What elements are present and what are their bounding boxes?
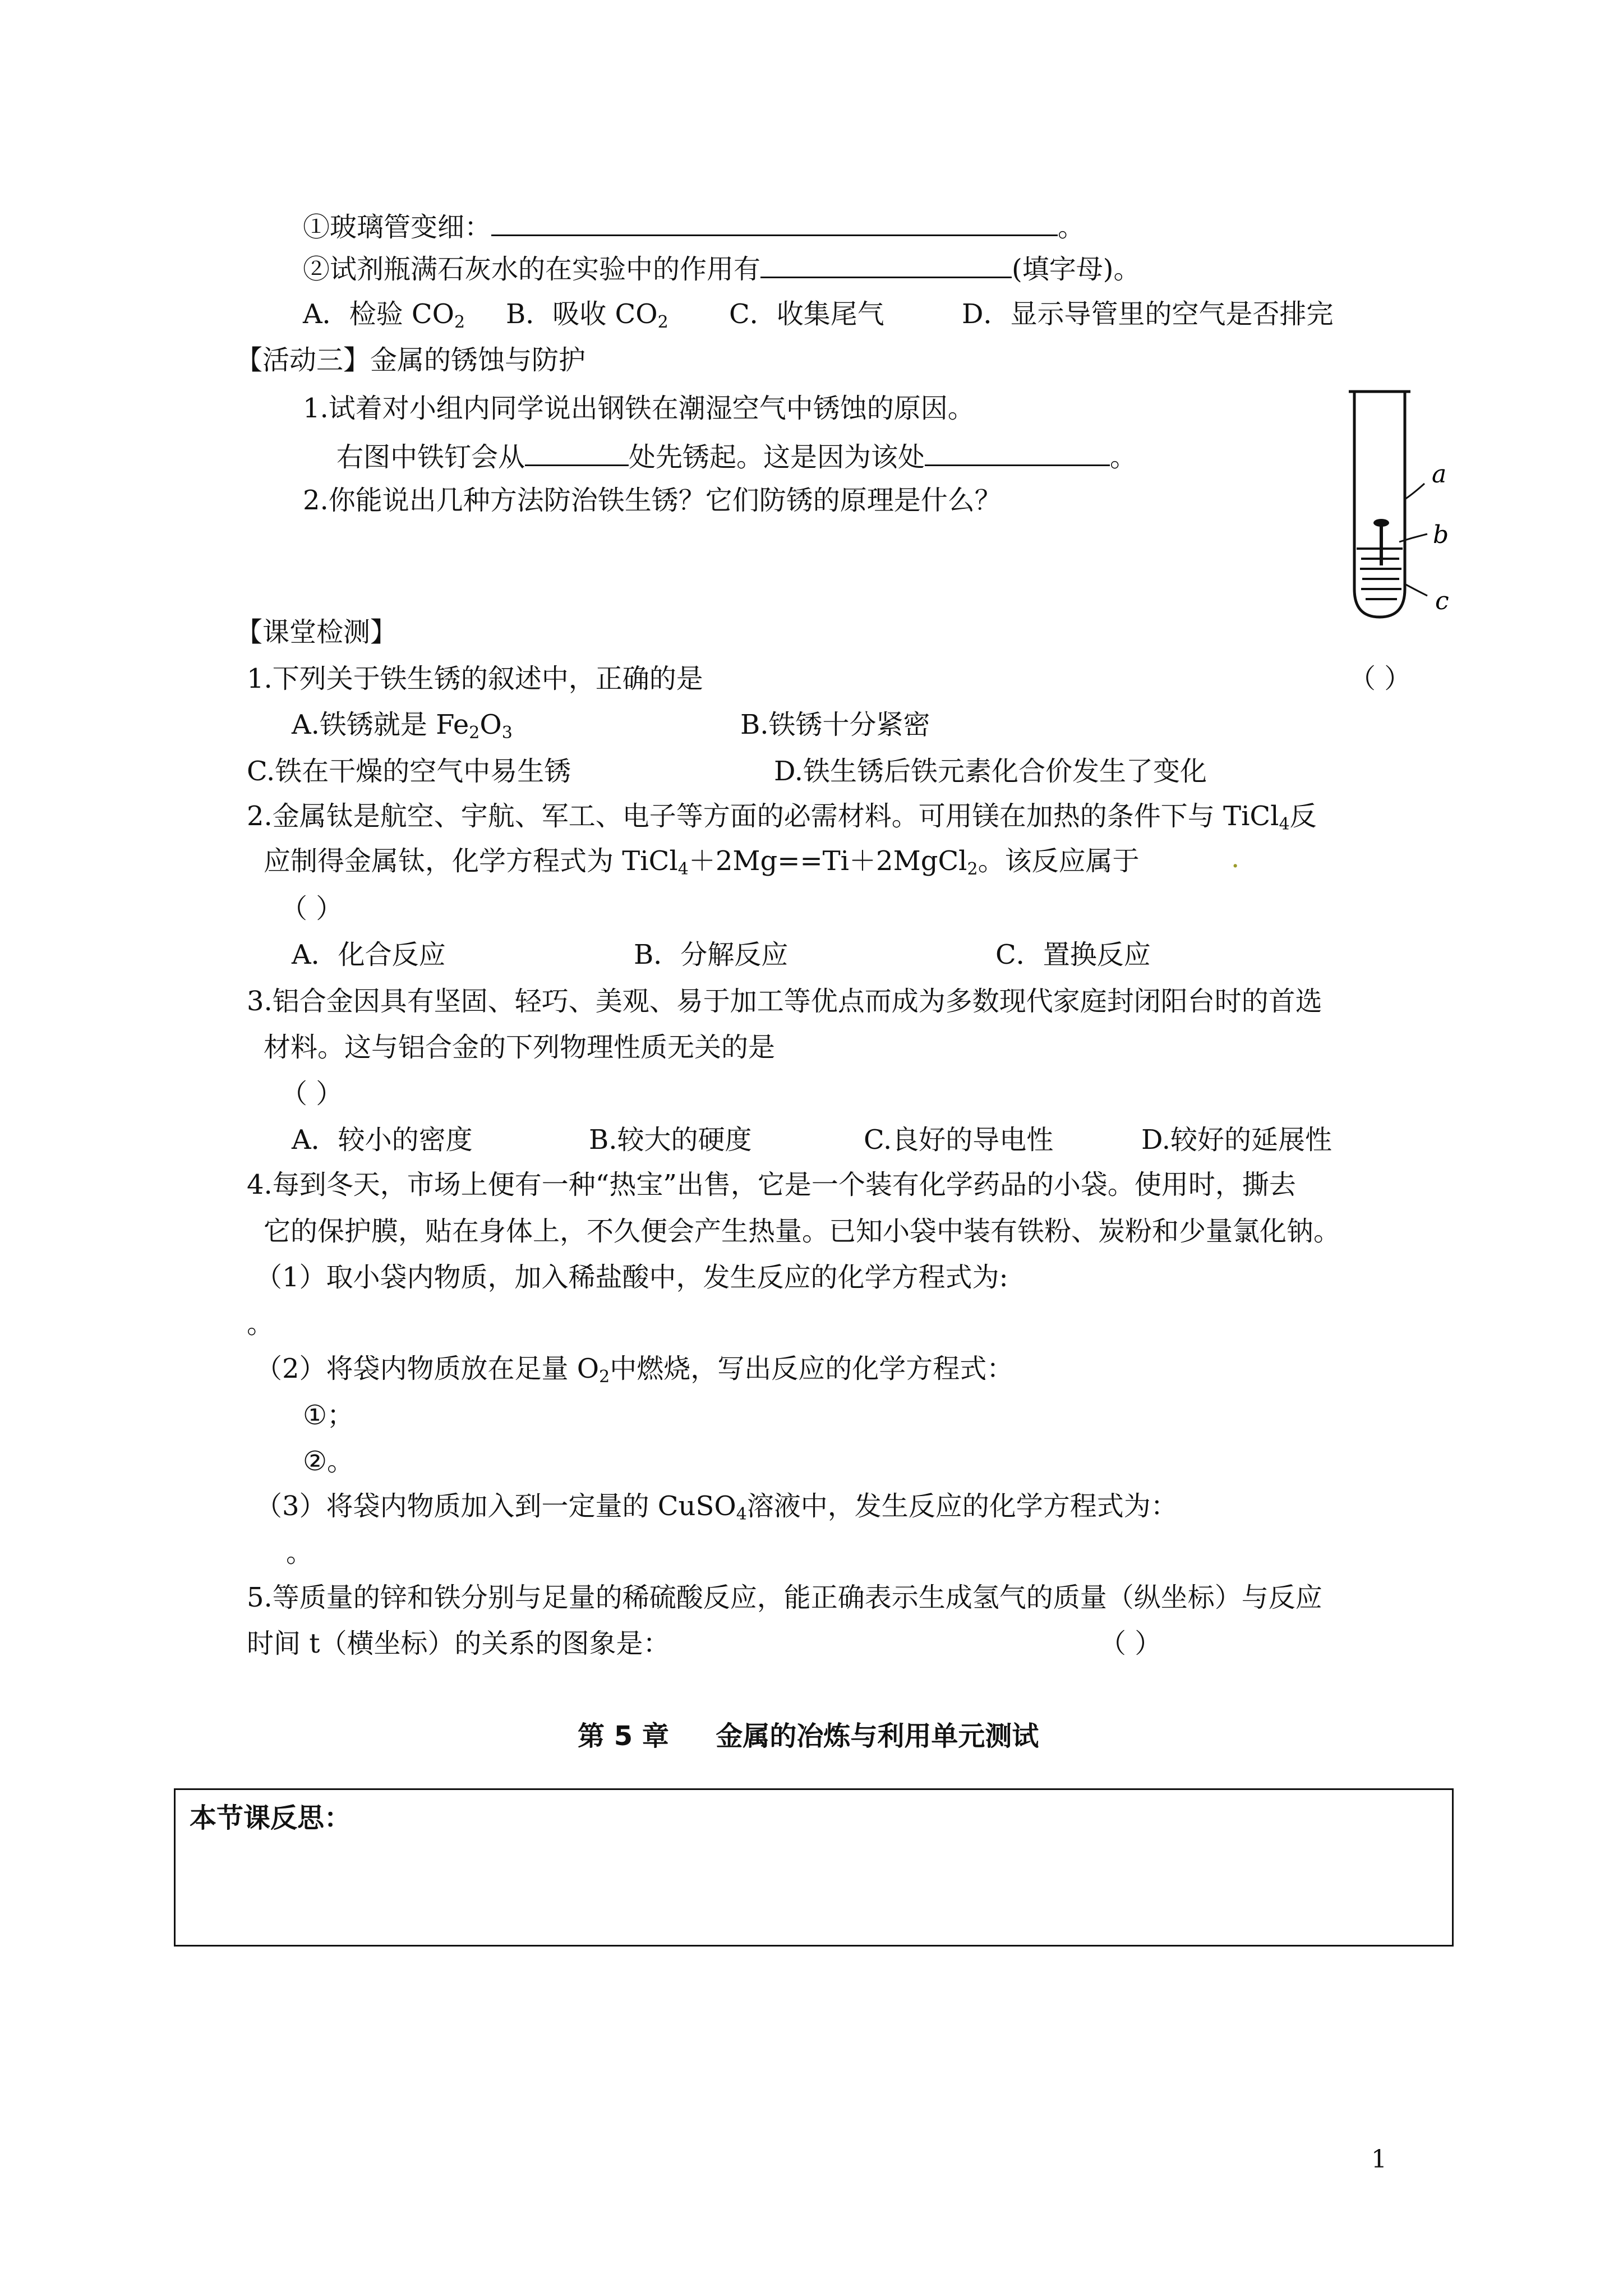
q4-part2-eq2: ②。 — [303, 1446, 354, 1477]
reflection-box[interactable] — [174, 1788, 1454, 1947]
option-b: B．吸收 $CO_2$ — [506, 298, 668, 332]
q2-option-c: C．置换反应 — [995, 939, 1151, 970]
q1-answer-paren[interactable]: （ ） — [1349, 663, 1412, 694]
q3-option-d: D.较好的延展性 — [1141, 1124, 1332, 1156]
label-c: c — [1435, 587, 1449, 615]
answer-blank[interactable] — [760, 250, 1012, 278]
activity3-q2: 2.你能说出几种方法防治铁生锈？它们防锈的原理是什么？ — [303, 485, 1002, 516]
q4-part1: （1）取小袋内物质，加入稀盐酸中，发生反应的化学方程式为: — [255, 1262, 1008, 1293]
answer-blank[interactable] — [925, 438, 1110, 466]
test-tube-outline — [1354, 392, 1405, 617]
answer-blank[interactable] — [525, 438, 629, 466]
tube-item-2-suffix: (填字母)。 — [1012, 254, 1141, 285]
q4-part1-end: 。 — [247, 1308, 274, 1340]
q3-line1: 3.铝合金因具有坚固、轻巧、美观、易于加工等优点而成为多数现代家庭封闭阳台时的首选 — [247, 986, 1322, 1017]
q1-option-a: A.铁锈就是 $Fe_2O_3$ — [292, 709, 513, 743]
reflection-label: 本节课反思： — [190, 1802, 352, 1834]
q2-dot: . — [1231, 843, 1240, 874]
tube-item-1-suffix: 。 — [1058, 211, 1085, 243]
activity3-title: 【活动三】金属的锈蚀与防护 — [236, 344, 586, 376]
q1-option-d: D.铁生锈后铁元素化合价发生了变化 — [774, 756, 1207, 787]
q3-line2: 材料。这与铝合金的下列物理性质无关的是 — [264, 1032, 776, 1063]
q5-line1: 5.等质量的锌和铁分别与足量的稀硫酸反应，能正确表示生成氢气的质量（纵坐标）与反应 — [247, 1582, 1322, 1613]
q2-line1: 2.金属钛是航空、宇航、军工、电子等方面的必需材料。可用镁在加热的条件下与 TiCl$_4$反 — [247, 800, 1317, 834]
q3-option-c: C.良好的导电性 — [864, 1124, 1054, 1156]
tube-item-1 — [303, 208, 1085, 244]
page-number: 1 — [1371, 2145, 1387, 2174]
q4-line1: 4.每到冬天，市场上便有一种“热宝”出售，它是一个装有化学药品的小袋。使用时，撕去 — [247, 1169, 1296, 1200]
answer-blank[interactable] — [491, 208, 1058, 236]
q5-answer-paren[interactable]: （ ） — [1099, 1628, 1162, 1659]
q4-part2: （2）将袋内物质放在足量 $O_2$中燃烧，写出反应的化学方程式： — [255, 1353, 1014, 1387]
q4-part3: （3）将袋内物质加入到一定量的 CuSO$_4$溶液中，发生反应的化学方程式为： — [255, 1490, 1178, 1524]
q1-stem: 1.下列关于铁生锈的叙述中，正确的是 — [247, 663, 703, 694]
option-d: D．显示导管里的空气是否排完 — [962, 298, 1334, 330]
activity3-q1: 1.试着对小组内同学说出钢铁在潮湿空气中锈蚀的原因。 — [303, 393, 975, 424]
q2-answer-paren[interactable]: （ ） — [280, 893, 343, 924]
label-b: b — [1433, 521, 1449, 549]
tube-item-2-prefix: ②试剂瓶满石灰水的在实验中的作用有 — [303, 254, 761, 285]
q1-option-c: C.铁在干燥的空气中易生锈 — [247, 756, 571, 787]
q4-part3-end: 。 — [286, 1537, 313, 1568]
quiz-title: 【课堂检测】 — [236, 616, 398, 648]
q1-option-b: B.铁锈十分紧密 — [740, 709, 930, 740]
q3-answer-paren[interactable]: （ ） — [280, 1078, 343, 1110]
q4-part2-eq1: ①； — [303, 1400, 354, 1431]
tube-item-2 — [303, 250, 1140, 286]
chapter-title: 第 5 章 金属的冶炼与利用单元测试 — [578, 1720, 1039, 1752]
q3-option-b: B.较大的硬度 — [589, 1124, 752, 1156]
q2-line2: 应制得金属钛，化学方程式为 TiCl$_4$＋2Mg==Ti＋2MgCl$_2$。该反应属于 — [264, 845, 1140, 879]
q2-option-b: B．分解反应 — [634, 939, 789, 970]
q5-line2: 时间 t（横坐标）的关系的图象是： — [247, 1628, 670, 1659]
q4-line2: 它的保护膜，贴在身体上，不久便会产生热量。已知小袋中装有铁粉、炭粉和少量氯化钠。 — [264, 1216, 1341, 1247]
test-tube-figure — [1343, 387, 1478, 634]
q2-option-a: A．化合反应 — [292, 939, 446, 970]
activity3-q1b: 右图中铁钉会从 处先锈起。这是因为该处 。 — [336, 438, 1137, 474]
option-a: A．检验 $CO_2$ — [303, 298, 465, 332]
q3-option-a: A．较小的密度 — [292, 1124, 473, 1156]
option-c: C．收集尾气 — [729, 298, 884, 330]
tube-item-1-prefix: ①玻璃管变细： — [303, 211, 492, 243]
label-a: a — [1432, 460, 1447, 489]
